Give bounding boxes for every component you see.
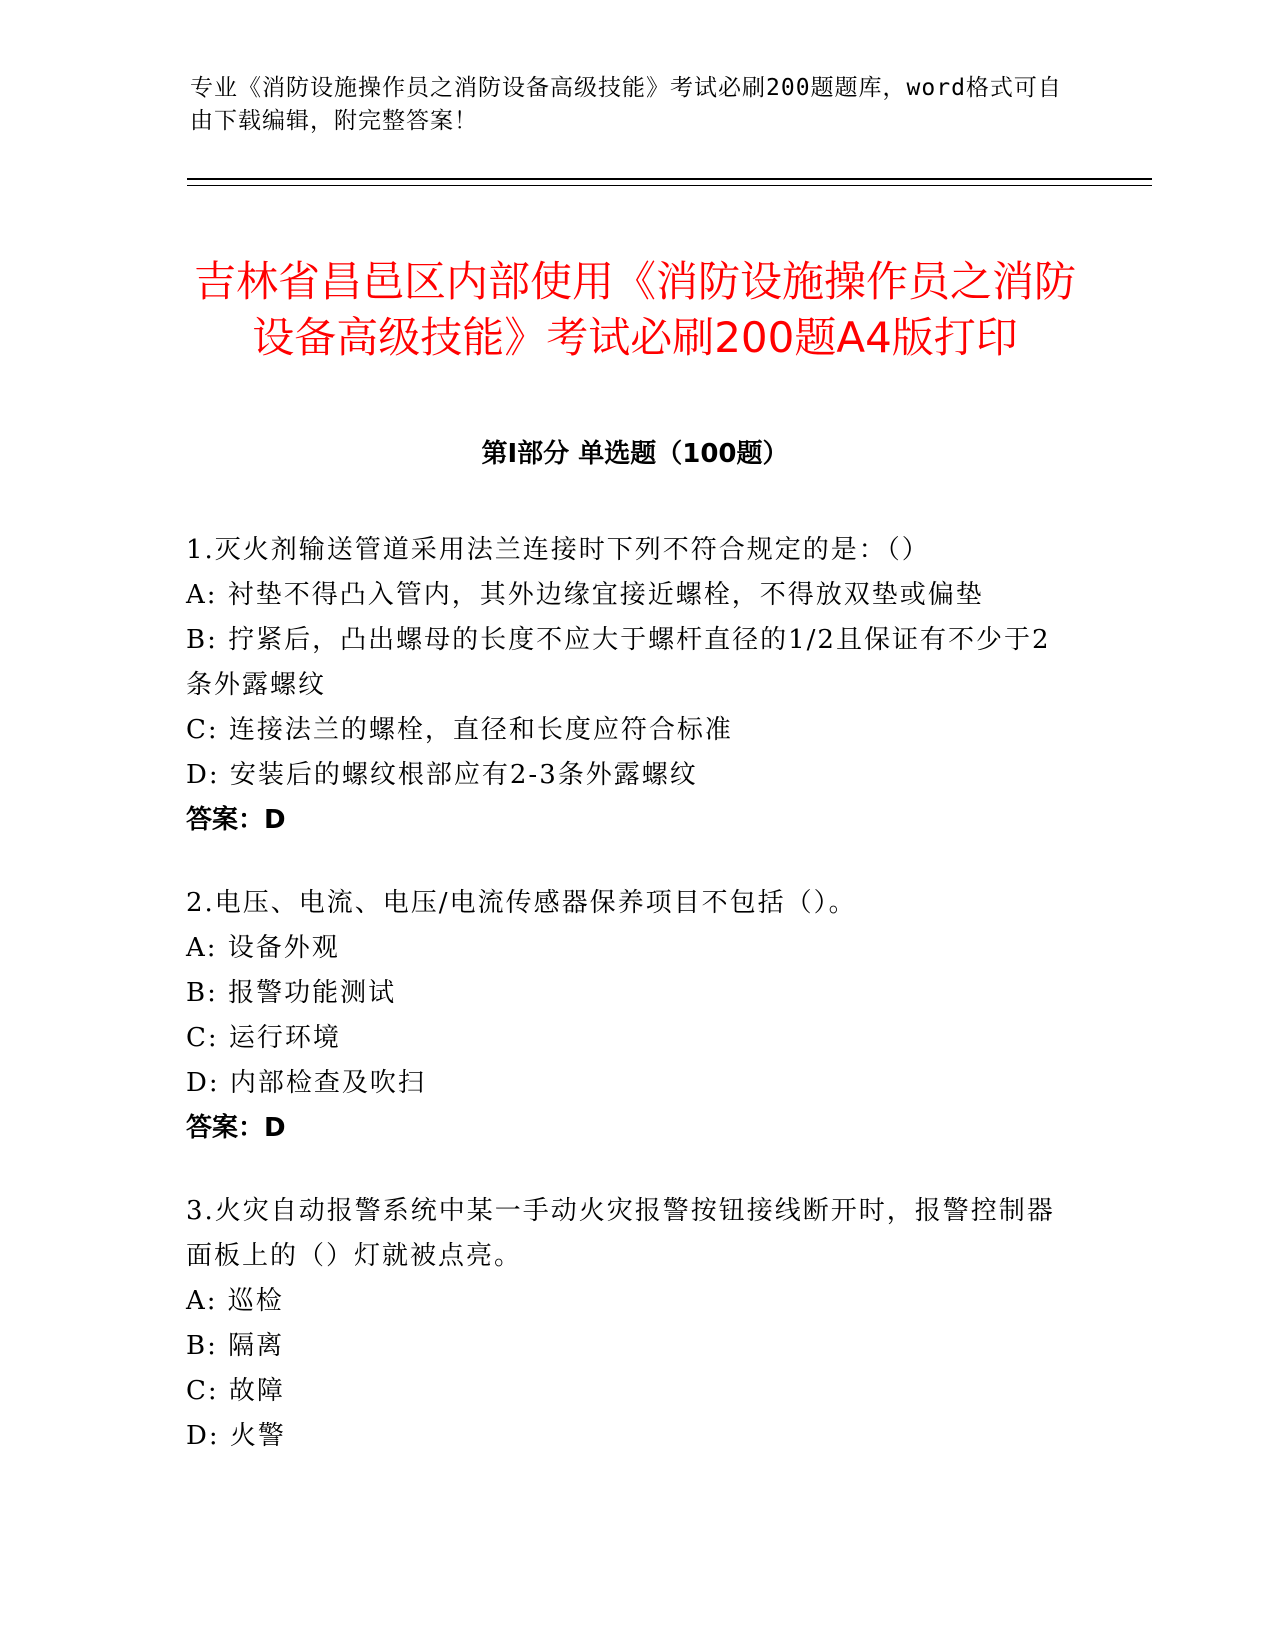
option-d: D: 火警: [186, 1421, 286, 1451]
option-b: B: 拧紧后，凸出螺母的长度不应大于螺杆直径的1/2且保证有不少于2条外露螺纹: [186, 625, 1051, 700]
question-stem: 1.灭火剂输送管道采用法兰连接时下列不符合规定的是：（）: [186, 535, 930, 565]
option-a: A: 设备外观: [186, 933, 340, 963]
header-note: 专业《消防设施操作员之消防设备高级技能》考试必刷200题题库，word格式可自由下载编辑，附完整答案！: [190, 75, 1062, 134]
question-3: [186, 1189, 1076, 1459]
answer-line: 答案：D: [186, 1113, 286, 1143]
option-a: A: 衬垫不得凸入管内，其外边缘宜接近螺栓，不得放双垫或偏垫: [186, 580, 984, 610]
option-c: C: 运行环境: [186, 1023, 341, 1053]
option-a: A: 巡检: [186, 1286, 284, 1316]
document-title: 吉林省昌邑区内部使用《消防设施操作员之消防设备高级技能》考试必刷200题A4版打印: [193, 257, 1076, 363]
option-d: D: 安装后的螺纹根部应有2-3条外露螺纹: [186, 760, 698, 790]
question-1: [186, 528, 1076, 843]
header-divider-thick: [187, 178, 1152, 180]
section-title: 第I部分 单选题（100题）: [481, 439, 789, 469]
header-divider-thin: [187, 185, 1152, 186]
option-b: B: 隔离: [186, 1331, 285, 1361]
question-stem: 3.火灾自动报警系统中某一手动火灾报警按钮接线断开时，报警控制器面板上的（）灯就被点亮。: [186, 1196, 1055, 1271]
option-b: B: 报警功能测试: [186, 978, 397, 1008]
question-list: [186, 528, 1076, 1497]
option-c: C: 故障: [186, 1376, 285, 1406]
question-2: [186, 881, 1076, 1151]
option-c: C: 连接法兰的螺栓，直径和长度应符合标准: [186, 715, 733, 745]
option-d: D: 内部检查及吹扫: [186, 1068, 426, 1098]
question-stem: 2.电压、电流、电压/电流传感器保养项目不包括（）。: [186, 888, 857, 918]
answer-line: 答案：D: [186, 805, 286, 835]
